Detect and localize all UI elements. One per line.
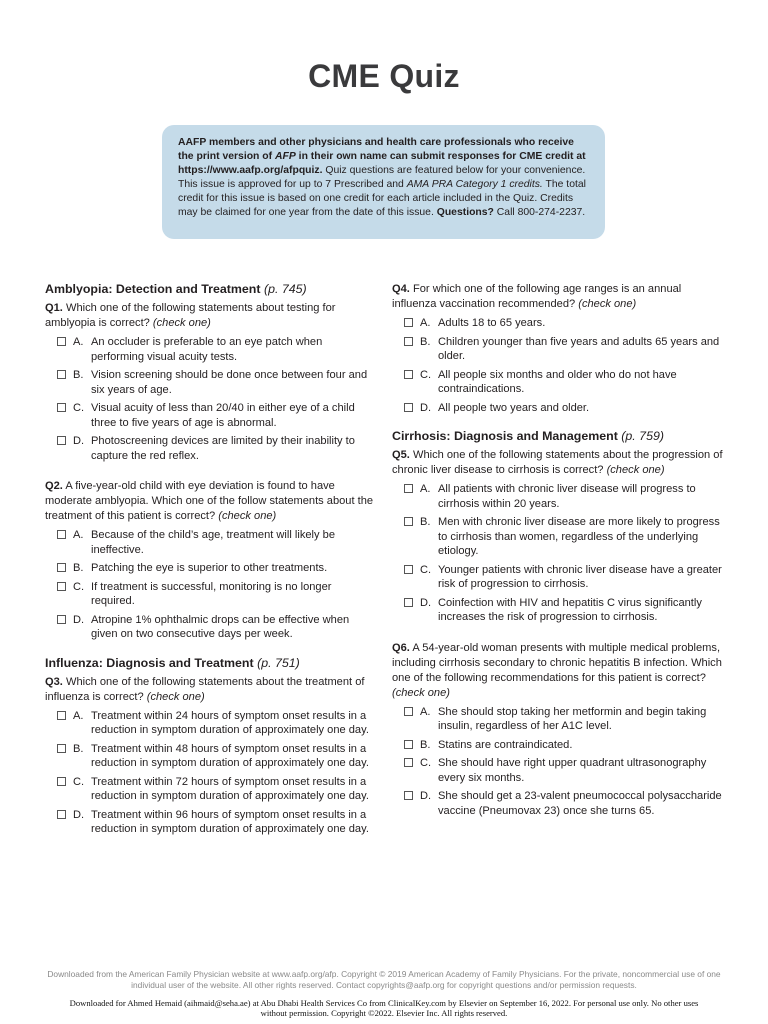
question-4 xyxy=(392,282,724,312)
option-text: All people two years and older. xyxy=(438,401,590,414)
question-number: Q2. xyxy=(45,480,63,492)
checkbox[interactable] xyxy=(404,370,413,379)
option-text: Treatment within 48 hours of symptom onset results in a reduction in symptom duration of approximately one day. xyxy=(91,742,369,769)
q4-option-a[interactable] xyxy=(392,316,724,331)
question-hint: (check one) xyxy=(218,510,277,522)
option-text: Photoscreening devices are limited by their inability to capture the red reflex. xyxy=(91,435,355,462)
q2-option-b[interactable] xyxy=(45,561,375,576)
q2-option-c[interactable] xyxy=(45,580,375,609)
checkbox[interactable] xyxy=(57,777,66,786)
question-text: Which one of the following statements about the treatment of influenza is correct? xyxy=(45,675,365,703)
option-letter: B. xyxy=(73,369,84,381)
section-title-text: Influenza: Diagnosis and Treatment xyxy=(45,655,254,670)
q1-options xyxy=(45,335,375,463)
question-2 xyxy=(45,479,375,524)
question-text: A five-year-old child with eye deviation is found to have moderate amblyopia. Which one of the follow statements about the treatment of this patient is correct? xyxy=(45,480,374,522)
checkbox[interactable] xyxy=(404,337,413,346)
option-text: Treatment within 24 hours of symptom onset results in a reduction in symptom duration of approximately one day. xyxy=(91,709,369,736)
option-letter: D. xyxy=(420,401,432,414)
option-text: Because of the child’s age, treatment will likely be ineffective. xyxy=(91,529,335,556)
intro-afp: AFP xyxy=(275,151,296,162)
copyright-footer: Downloaded from the American Family Physician website at www.aafp.org/afp. Copyright © 2019 American Academy of Family Physicians. For the private, noncommercial use of one individual user of the website. All other rights reserved. Contact copyrights@aafp.org for copyright questions and/or permission requests. xyxy=(47,969,721,990)
option-letter: D. xyxy=(420,596,432,609)
question-text: A 54-year-old woman presents with multiple medical problems, including cirrhosis secondary to chronic hepatitis B infection. Which one of the following recommendations for this patient is correct? xyxy=(392,641,722,684)
q4-option-b[interactable] xyxy=(392,335,724,364)
option-letter: C. xyxy=(73,580,85,593)
q6-option-b[interactable] xyxy=(392,738,724,753)
checkbox[interactable] xyxy=(404,403,413,412)
question-text: Which one of the following statements about the progression of chronic liver disease to cirrhosis is correct? xyxy=(392,449,723,476)
checkbox[interactable] xyxy=(57,370,66,379)
option-text: Men with chronic liver disease are more likely to progress to cirrhosis than women, regardless of the underlying etiology. xyxy=(438,516,720,557)
option-letter: C. xyxy=(420,368,432,381)
checkbox[interactable] xyxy=(404,740,413,749)
option-letter: C. xyxy=(420,563,432,576)
q3-option-d[interactable] xyxy=(45,808,375,837)
checkbox[interactable] xyxy=(57,744,66,753)
q1-option-c[interactable] xyxy=(45,401,375,430)
checkbox[interactable] xyxy=(57,563,66,572)
checkbox[interactable] xyxy=(404,707,413,716)
section-page: (p. 759) xyxy=(621,429,664,443)
option-letter: A. xyxy=(73,709,84,722)
option-letter: D. xyxy=(73,808,85,821)
option-text: Treatment within 96 hours of symptom onset results in a reduction in symptom duration of approximately one day. xyxy=(91,808,369,835)
question-number: Q4. xyxy=(392,283,410,295)
question-hint: (check one) xyxy=(606,464,665,476)
question-text: Which one of the following statements about testing for amblyopia is correct? xyxy=(45,302,336,329)
question-number: Q3. xyxy=(45,675,63,688)
option-letter: D. xyxy=(73,613,85,626)
option-text: Treatment within 72 hours of symptom onset results in a reduction in symptom duration of approximately one day. xyxy=(91,775,369,802)
question-number: Q1. xyxy=(45,302,63,314)
intro-text-1: Quiz questions are featured below for your convenience. This issue is approved for up to 7 Prescribed and xyxy=(178,165,586,190)
option-text: Patching the eye is superior to other treatments. xyxy=(91,562,328,574)
section-page: (p. 745) xyxy=(263,282,307,296)
option-letter: A. xyxy=(73,336,84,348)
question-hint: (check one) xyxy=(392,686,450,699)
option-letter: B. xyxy=(420,516,431,528)
checkbox[interactable] xyxy=(404,791,413,800)
question-5 xyxy=(392,448,724,478)
q5-option-d[interactable] xyxy=(392,596,724,625)
question-number: Q6. xyxy=(392,641,410,654)
section-title-text: Cirrhosis: Diagnosis and Management xyxy=(392,429,618,443)
section-cirrhosis xyxy=(392,429,724,444)
q4-option-d[interactable] xyxy=(392,401,724,416)
intro-questions-label: Questions? xyxy=(436,207,494,218)
question-hint: (check one) xyxy=(578,298,637,310)
checkbox[interactable] xyxy=(404,758,413,767)
q3-option-c[interactable] xyxy=(45,775,375,804)
q2-option-d[interactable] xyxy=(45,613,375,642)
option-letter: A. xyxy=(420,483,431,495)
q5-option-b[interactable] xyxy=(392,515,724,559)
q3-option-b[interactable] xyxy=(45,742,375,771)
right-column xyxy=(392,282,724,822)
q3-option-a[interactable] xyxy=(45,709,375,738)
option-text: Coinfection with HIV and hepatitis C virus significantly increases the risk of progression to cirrhosis. xyxy=(438,596,702,623)
q1-option-a[interactable] xyxy=(45,335,375,364)
option-letter: C. xyxy=(73,775,85,788)
option-letter: B. xyxy=(420,738,431,751)
checkbox[interactable] xyxy=(57,337,66,346)
option-text: She should stop taking her metformin and begin taking insulin, regardless of her A1C level. xyxy=(438,705,707,732)
option-letter: A. xyxy=(420,317,431,329)
checkbox[interactable] xyxy=(57,530,66,539)
intro-bold-2: in their own name can submit responses for CME credit at https://www.aafp.org/afpquiz. xyxy=(178,151,586,176)
option-letter: A. xyxy=(420,705,431,718)
q5-options xyxy=(392,482,724,625)
checkbox[interactable] xyxy=(404,598,413,607)
section-amblyopia xyxy=(45,282,375,297)
q1-option-d[interactable] xyxy=(45,434,375,463)
checkbox[interactable] xyxy=(404,565,413,574)
option-text: All people six months and older who do not have contraindications. xyxy=(438,368,677,395)
option-text: Statins are contraindicated. xyxy=(438,738,573,751)
checkbox[interactable] xyxy=(404,484,413,493)
q6-options xyxy=(392,705,724,819)
left-column xyxy=(45,282,375,841)
question-3 xyxy=(45,675,375,705)
intro-bold-1: AAFP members and other physicians and health care professionals who receive the print version of xyxy=(178,137,574,162)
question-6 xyxy=(392,641,724,701)
q4-options xyxy=(392,316,724,415)
q5-option-c[interactable] xyxy=(392,563,724,592)
download-footer: Downloaded for Ahmed Hemaid (aihmaid@seha.ae) at Abu Dhabi Health Services Co from ClinicalKey.com by Elsevier on September 16, 2022. For personal use only. No other uses without permission. Copyright ©2022. Elsevier Inc. All rights reserved. xyxy=(69,998,699,1018)
option-text: Children younger than five years and adults 65 years and older. xyxy=(438,335,720,362)
q4-option-c[interactable] xyxy=(392,368,724,397)
option-letter: B. xyxy=(420,335,431,348)
q5-option-a[interactable] xyxy=(392,482,724,511)
q2-options xyxy=(45,528,375,642)
checkbox[interactable] xyxy=(404,318,413,327)
option-text: If treatment is successful, monitoring is no longer required. xyxy=(91,580,332,607)
checkbox[interactable] xyxy=(57,711,66,720)
page-title: CME Quiz xyxy=(308,58,460,94)
intro-text-2: The total credit for this issue is based on one credit for each article included in the Quiz. Credits may be claimed for one year from the date of this issue. xyxy=(178,179,586,218)
question-1 xyxy=(45,301,375,331)
option-letter: B. xyxy=(73,742,84,755)
section-title-text: Amblyopia: Detection and Treatment xyxy=(45,282,261,296)
option-letter: C. xyxy=(420,757,432,769)
q3-options xyxy=(45,709,375,837)
checkbox[interactable] xyxy=(57,615,66,624)
q1-option-b[interactable] xyxy=(45,368,375,397)
question-hint: (check one) xyxy=(152,317,211,329)
intro-box xyxy=(162,125,605,239)
section-page: (p. 751) xyxy=(257,655,300,670)
question-number: Q5. xyxy=(392,449,410,461)
q6-option-c[interactable] xyxy=(392,756,724,785)
option-letter: B. xyxy=(73,562,84,574)
option-text: She should get a 23-valent pneumococcal polysaccharide vaccine (Pneumovax 23) once she turns 65. xyxy=(438,790,722,817)
option-text: An occluder is preferable to an eye patch when performing visual acuity tests. xyxy=(91,336,323,363)
checkbox[interactable] xyxy=(404,517,413,526)
option-letter: D. xyxy=(73,435,85,447)
option-text: Vision screening should be done once between four and six years of age. xyxy=(91,369,368,396)
checkbox[interactable] xyxy=(57,436,66,445)
option-text: All patients with chronic liver disease will progress to cirrhosis within 20 years. xyxy=(438,483,696,510)
option-letter: D. xyxy=(420,790,432,802)
intro-italic-1: AMA PRA Category 1 credits. xyxy=(406,179,543,190)
q6-option-a[interactable] xyxy=(392,705,724,734)
option-text: She should have right upper quadrant ultrasonography every six months. xyxy=(438,757,707,784)
option-text: Younger patients with chronic liver disease have a greater risk of progression to cirrhosis. xyxy=(438,563,722,590)
question-text: For which one of the following age ranges is an annual influenza vaccination recommended? xyxy=(392,283,682,310)
option-letter: C. xyxy=(73,402,85,414)
q6-option-d[interactable] xyxy=(392,789,724,818)
question-hint: (check one) xyxy=(146,690,205,703)
option-text: Adults 18 to 65 years. xyxy=(438,317,546,329)
intro-phone: Call 800-274-2237. xyxy=(493,207,586,218)
section-influenza xyxy=(45,656,375,671)
q2-option-a[interactable] xyxy=(45,528,375,557)
checkbox[interactable] xyxy=(57,582,66,591)
option-letter: A. xyxy=(73,529,84,541)
checkbox[interactable] xyxy=(57,810,66,819)
option-text: Visual acuity of less than 20/40 in either eye of a child three to five years of age is abnormal. xyxy=(91,402,355,429)
checkbox[interactable] xyxy=(57,403,66,412)
option-text: Atropine 1% ophthalmic drops can be effective when given on two consecutive days per week. xyxy=(91,613,350,640)
